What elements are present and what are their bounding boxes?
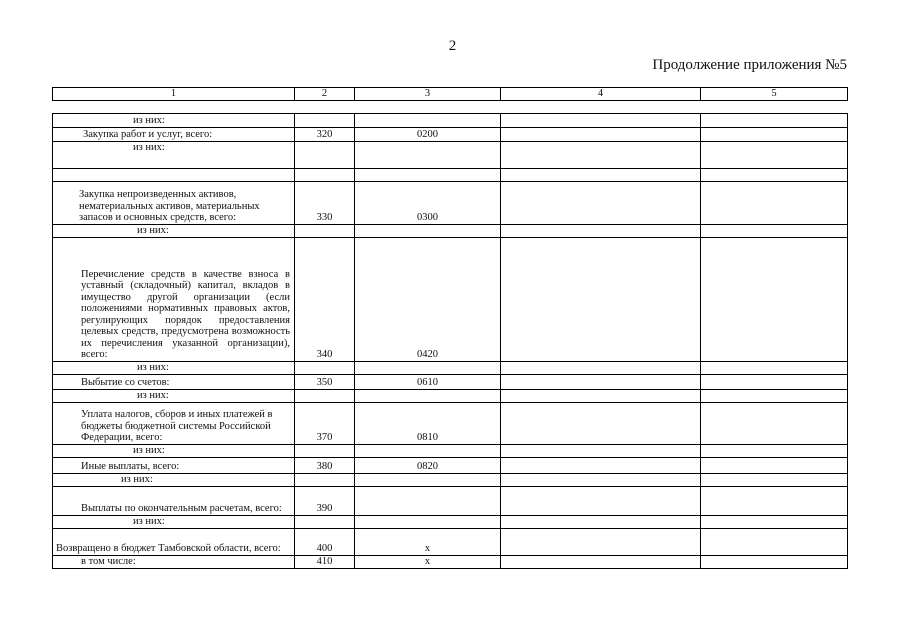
value-cell — [501, 389, 701, 402]
row-kosgu — [355, 141, 501, 168]
value-cell — [701, 515, 848, 528]
row-label: Закупка непроизведенных активов, нематериальных активов, материальных запасов и основных средств, всего: — [53, 181, 295, 224]
row-kosgu: 0610 — [355, 374, 501, 389]
row-label: из них: — [53, 113, 295, 127]
value-cell — [501, 237, 701, 361]
table-row — [53, 402, 848, 444]
value-cell — [501, 361, 701, 374]
table-row — [53, 515, 848, 528]
table-row — [53, 224, 848, 237]
table-row — [53, 237, 848, 361]
value-cell — [501, 181, 701, 224]
row-code: 390 — [295, 486, 355, 515]
value-cell — [701, 237, 848, 361]
value-cell — [501, 113, 701, 127]
row-kosgu: 0820 — [355, 457, 501, 473]
spacer-row — [53, 100, 848, 113]
value-cell — [501, 486, 701, 515]
row-kosgu — [355, 486, 501, 515]
row-label: Перечисление средств в качестве взноса в уставный (складочный) капитал, вкладов в имущество другой организации (если положениями нормативных правовых актов, регулирующих порядок предоставления целевых средств, предусмотрена возможность их перечисления указанной организации), всего: — [53, 237, 295, 361]
table-row — [53, 127, 848, 141]
row-kosgu: x — [355, 555, 501, 568]
row-label: из них: — [53, 141, 295, 168]
row-kosgu — [355, 515, 501, 528]
row-label: из них: — [53, 515, 295, 528]
table-row — [53, 361, 848, 374]
value-cell — [501, 473, 701, 486]
value-cell — [501, 528, 701, 555]
column-header: 3 — [355, 88, 501, 101]
row-code: 410 — [295, 555, 355, 568]
row-code: 320 — [295, 127, 355, 141]
row-code — [295, 473, 355, 486]
table-row — [53, 141, 848, 168]
row-kosgu: 0810 — [355, 402, 501, 444]
row-kosgu — [355, 168, 501, 181]
row-code: 400 — [295, 528, 355, 555]
value-cell — [701, 374, 848, 389]
value-cell — [501, 515, 701, 528]
table-row — [53, 473, 848, 486]
row-label: из них: — [53, 361, 295, 374]
value-cell — [701, 224, 848, 237]
row-kosgu: 0300 — [355, 181, 501, 224]
row-code — [295, 224, 355, 237]
value-cell — [501, 168, 701, 181]
table-row — [53, 374, 848, 389]
value-cell — [701, 402, 848, 444]
row-code — [295, 168, 355, 181]
row-code — [295, 361, 355, 374]
column-numbers-row — [53, 88, 848, 101]
table-row — [53, 528, 848, 555]
row-kosgu — [355, 389, 501, 402]
row-kosgu: x — [355, 528, 501, 555]
column-header: 4 — [501, 88, 701, 101]
value-cell — [501, 374, 701, 389]
row-code: 370 — [295, 402, 355, 444]
value-cell — [701, 444, 848, 457]
row-kosgu — [355, 113, 501, 127]
row-kosgu — [355, 224, 501, 237]
value-cell — [501, 402, 701, 444]
row-label: из них: — [53, 473, 295, 486]
value-cell — [701, 486, 848, 515]
value-cell — [701, 181, 848, 224]
row-label: Выбытие со счетов: — [53, 374, 295, 389]
column-header: 5 — [701, 88, 848, 101]
row-code — [295, 113, 355, 127]
value-cell — [701, 113, 848, 127]
value-cell — [701, 127, 848, 141]
row-kosgu — [355, 473, 501, 486]
value-cell — [701, 528, 848, 555]
column-header: 1 — [53, 88, 295, 101]
row-label — [53, 168, 295, 181]
row-label: Закупка работ и услуг, всего: — [53, 127, 295, 141]
table-row — [53, 168, 848, 181]
row-code: 340 — [295, 237, 355, 361]
value-cell — [701, 473, 848, 486]
row-label: Возвращено в бюджет Тамбовской области, всего: — [53, 528, 295, 555]
table-row — [53, 113, 848, 127]
row-code: 350 — [295, 374, 355, 389]
row-kosgu: 0200 — [355, 127, 501, 141]
value-cell — [701, 457, 848, 473]
value-cell — [501, 224, 701, 237]
row-code — [295, 515, 355, 528]
row-label: Иные выплаты, всего: — [53, 457, 295, 473]
table-row — [53, 486, 848, 515]
value-cell — [701, 555, 848, 568]
row-kosgu — [355, 444, 501, 457]
report-table — [52, 87, 848, 569]
row-label: Выплаты по окончательным расчетам, всего: — [53, 486, 295, 515]
appendix-continuation-title: Продолжение приложения №5 — [652, 57, 847, 73]
row-label: из них: — [53, 444, 295, 457]
row-label: Уплата налогов, сборов и иных платежей в бюджеты бюджетной системы Российской Федерации, всего: — [53, 402, 295, 444]
value-cell — [501, 457, 701, 473]
row-label: из них: — [53, 224, 295, 237]
row-kosgu: 0420 — [355, 237, 501, 361]
row-code — [295, 141, 355, 168]
value-cell — [701, 168, 848, 181]
row-code: 380 — [295, 457, 355, 473]
table-row — [53, 181, 848, 224]
page-number: 2 — [448, 38, 457, 54]
value-cell — [701, 389, 848, 402]
row-label: в том числе: — [53, 555, 295, 568]
value-cell — [701, 361, 848, 374]
table-row — [53, 389, 848, 402]
value-cell — [501, 127, 701, 141]
value-cell — [501, 444, 701, 457]
row-code: 330 — [295, 181, 355, 224]
table-row — [53, 444, 848, 457]
row-code — [295, 389, 355, 402]
column-header: 2 — [295, 88, 355, 101]
row-kosgu — [355, 361, 501, 374]
row-label: из них: — [53, 389, 295, 402]
value-cell — [701, 141, 848, 168]
table-row — [53, 457, 848, 473]
row-code — [295, 444, 355, 457]
value-cell — [501, 555, 701, 568]
table-row — [53, 555, 848, 568]
value-cell — [501, 141, 701, 168]
